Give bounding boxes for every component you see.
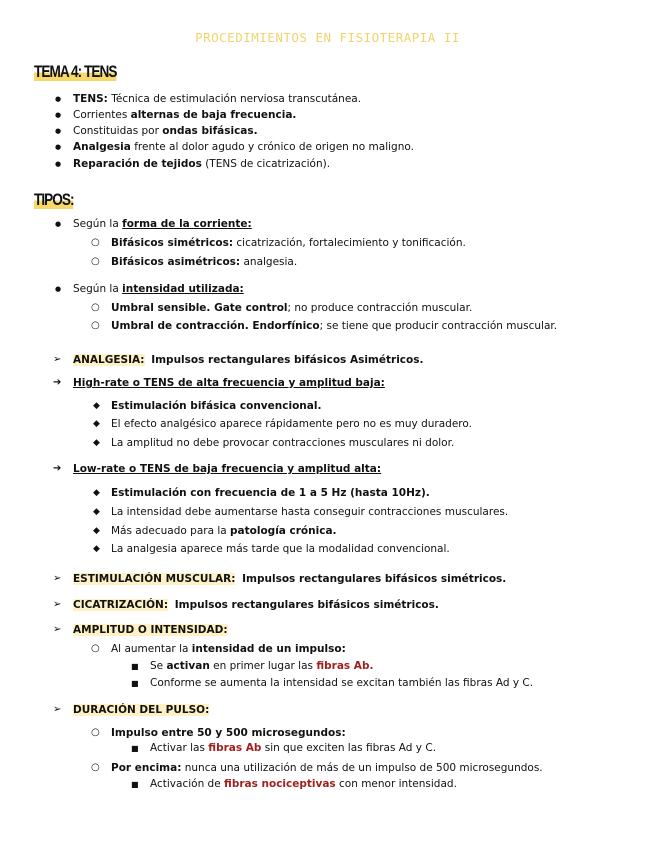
bullet-circle-icon: ○ — [91, 320, 100, 331]
page-header-title: PROCEDIMIENTOS EN FISIOTERAPIA II — [195, 30, 460, 45]
heading-tipos: TIPOS: — [34, 190, 74, 209]
bullet-dot-icon: ● — [55, 127, 62, 135]
bullet-diamond-icon: ◆ — [93, 438, 100, 448]
bullet-square-icon: ■ — [131, 679, 139, 688]
bullet-circle-icon: ○ — [91, 237, 100, 248]
list-item: Umbral de contracción. Endorfínico; se tiene que producir contracción muscular. — [111, 320, 558, 332]
list-item: Impulso entre 50 y 500 microsegundos: — [111, 727, 346, 739]
list-item: La analgesia aparece más tarde que la modalidad convencional. — [111, 543, 450, 555]
bullet-dot-icon: ● — [55, 160, 62, 168]
bullet-diamond-icon: ◆ — [93, 401, 100, 411]
muscular-line: ESTIMULACIÓN MUSCULAR: Impulsos rectangulares bifásicos simétricos. — [73, 573, 507, 585]
bullet-diamond-icon: ◆ — [93, 419, 100, 429]
bullet-dot-icon: ● — [55, 285, 62, 293]
list-item: Según la intensidad utilizada: — [73, 283, 244, 295]
bullet-circle-icon: ○ — [91, 762, 100, 773]
list-item: Analgesia frente al dolor agudo y crónico de origen no maligno. — [73, 141, 414, 153]
list-item: Activación de fibras nociceptivas con menor intensidad. — [150, 778, 457, 790]
heading-tema: TEMA 4: TENS — [34, 62, 117, 81]
bullet-diamond-icon: ◆ — [93, 526, 100, 536]
list-item: TENS: Técnica de estimulación nerviosa transcutánea. — [73, 93, 362, 105]
bullet-square-icon: ■ — [131, 744, 139, 753]
bullet-dot-icon: ● — [55, 143, 62, 151]
list-item: Bifásicos asimétricos: analgesia. — [111, 256, 298, 268]
bullet-square-icon: ■ — [131, 780, 139, 789]
arrow-hollow-icon: ➢ — [53, 354, 62, 365]
bullet-circle-icon: ○ — [91, 727, 100, 738]
list-item: Bifásicos simétricos: cicatrización, fortalecimiento y tonificación. — [111, 237, 466, 249]
list-item: Activar las fibras Ab sin que exciten las fibras Ad y C. — [150, 742, 437, 754]
arrow-hollow-icon: ➢ — [53, 573, 62, 584]
bullet-diamond-icon: ◆ — [93, 488, 100, 498]
list-item: El efecto analgésico aparece rápidamente pero no es muy duradero. — [111, 418, 472, 430]
list-item: Según la forma de la corriente: — [73, 218, 252, 230]
list-item: Por encima: nunca una utilización de más de un impulso de 500 microsegundos. — [111, 762, 543, 774]
list-item: La intensidad debe aumentarse hasta conseguir contracciones musculares. — [111, 506, 509, 518]
arrow-hollow-icon: ➢ — [53, 599, 62, 610]
highrate-title: High-rate o TENS de alta frecuencia y amplitud baja: — [73, 377, 385, 389]
arrow-icon: ➔ — [53, 463, 62, 474]
bullet-circle-icon: ○ — [91, 643, 100, 654]
bullet-circle-icon: ○ — [91, 256, 100, 267]
list-item: Corrientes alternas de baja frecuencia. — [73, 109, 297, 121]
list-item: Estimulación con frecuencia de 1 a 5 Hz (hasta 10Hz). — [111, 487, 430, 499]
analgesia-line: ANALGESIA: Impulsos rectangulares bifásicos Asimétricos. — [73, 354, 424, 366]
arrow-icon: ➔ — [53, 377, 62, 388]
bullet-dot-icon: ● — [55, 95, 62, 103]
amplitud-title: AMPLITUD O INTENSIDAD: — [73, 624, 228, 636]
duracion-title: DURACIÓN DEL PULSO: — [73, 704, 210, 716]
list-item: La amplitud no debe provocar contracciones musculares ni dolor. — [111, 437, 455, 449]
bullet-circle-icon: ○ — [91, 302, 100, 313]
arrow-hollow-icon: ➢ — [53, 704, 62, 715]
list-item: Estimulación bifásica convencional. — [111, 400, 322, 412]
list-item: Constituidas por ondas bifásicas. — [73, 125, 258, 137]
bullet-square-icon: ■ — [131, 662, 139, 671]
list-item: Más adecuado para la patología crónica. — [111, 525, 337, 537]
arrow-hollow-icon: ➢ — [53, 624, 62, 635]
list-item: Al aumentar la intensidad de un impulso: — [111, 643, 346, 655]
lowrate-title: Low-rate o TENS de baja frecuencia y amplitud alta: — [73, 463, 382, 475]
bullet-diamond-icon: ◆ — [93, 544, 100, 554]
list-item: Umbral sensible. Gate control; no produce contracción muscular. — [111, 302, 473, 314]
cicatrizacion-line: CICATRIZACIÓN: Impulsos rectangulares bifásicos simétricos. — [73, 599, 439, 611]
bullet-diamond-icon: ◆ — [93, 507, 100, 517]
list-item: Se activan en primer lugar las fibras Ab. — [150, 660, 374, 672]
list-item: Reparación de tejidos (TENS de cicatrización). — [73, 158, 331, 170]
bullet-dot-icon: ● — [55, 220, 62, 228]
bullet-dot-icon: ● — [55, 111, 62, 119]
list-item: Conforme se aumenta la intensidad se excitan también las fibras Ad y C. — [150, 677, 534, 689]
